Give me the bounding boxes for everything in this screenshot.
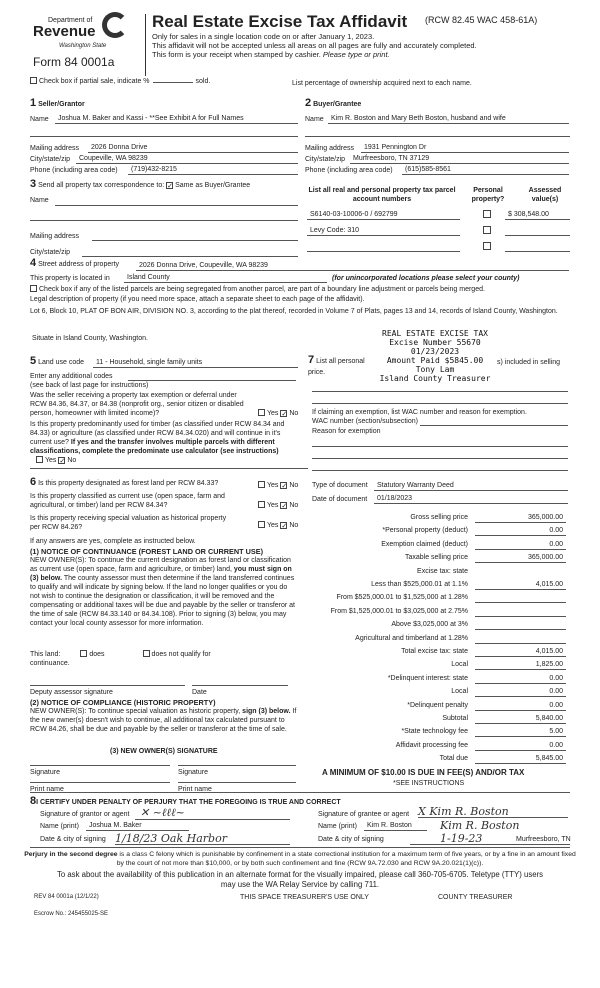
buyer-phone-field[interactable]: (615)585-8561	[402, 165, 569, 175]
partial-sale-row: Check box if partial sale, indicate % sold.	[30, 77, 210, 86]
personal-property-price: price.	[308, 369, 326, 376]
personal-property-checkbox[interactable]	[483, 210, 491, 218]
segregated-row: Check box if any of the listed parcels are being segregated from another parcel, are part of a boundary line adjustment or parcels being merged.	[30, 285, 485, 294]
buyer-heading: 2 Buyer/Grantee	[305, 97, 362, 109]
owner-signature-line-1[interactable]	[30, 765, 170, 766]
buyer-city-label: City/state/zip	[305, 156, 346, 163]
tax-row-label: Above $3,025,000 at 3%	[391, 621, 468, 629]
historical-question: Is this property receiving special valuation as historical property per RCW 84.26?	[30, 515, 227, 531]
header-line-1: Only for sales in a single location code on or after January 1, 2023.	[152, 32, 375, 41]
yes-checkbox[interactable]	[36, 456, 43, 463]
county-treasurer-label: COUNTY TREASURER	[438, 894, 513, 901]
correspondence-heading: 3 Send all property tax correspondence to: ✓ Same as Buyer/Grantee	[30, 178, 251, 190]
situate-text: Situate in Island County, Washington.	[32, 335, 148, 342]
wac-field[interactable]	[420, 425, 568, 426]
personal-property-label-end: s) included in selling	[497, 359, 561, 366]
tax-row-label: Gross selling price	[410, 514, 468, 521]
corr-name-label: Name	[30, 197, 49, 204]
no-checkbox[interactable]: ✓	[281, 503, 288, 510]
tax-row-label: *Delinquent penalty	[407, 701, 468, 709]
buyer-mailing-label: Mailing address	[305, 145, 355, 152]
personal-property-label: 7 List all personal	[308, 354, 365, 366]
see-instructions: *SEE INSTRUCTIONS	[393, 780, 465, 787]
grantor-name-field[interactable]: Joshua M. Baker	[86, 821, 189, 831]
buyer-mailing-field[interactable]: 1931 Pennington Dr	[361, 143, 569, 153]
seller-name-line-2	[30, 136, 298, 137]
notice-compliance-text: NEW OWNER(S): To continue special valuation as historic property, sign (3) below. If the new owner(s) doesn't wish to continue, all additional tax calculated pursuant to RCW 84.26, shall be due and payable by the seller or transferor at the time of sale.	[30, 708, 297, 733]
grantee-signature-label: Signature of grantee or agent	[318, 811, 410, 818]
tax-row-label: Less than $525,000.01 at 1.1%	[371, 581, 468, 588]
notice-continuance-title: (1) NOTICE OF CONTINUANCE (FOREST LAND OR CURRENT USE)	[30, 547, 264, 556]
partial-percent-field[interactable]	[153, 82, 193, 83]
dor-logo-icon	[102, 12, 128, 38]
exemption-question: Was the seller receiving a property tax exemption or deferral under RCW 84.36, 84.37, or 84.38 (nonprofit org., senior citizen or disabled person, homeowner with limited income)?	[30, 392, 244, 417]
wac-label: WAC number (section/subsection)	[312, 418, 418, 425]
grantor-date-label: Date & city of signing	[40, 836, 106, 843]
form-citation: (RCW 82.45 WAC 458-61A)	[425, 15, 538, 25]
tax-row-value[interactable]: 1,825.00	[475, 660, 566, 670]
grantee-name-field[interactable]: Kim R. Boston	[364, 821, 427, 831]
grantee-date-line	[410, 844, 570, 845]
personal-property-checkbox[interactable]	[483, 226, 491, 234]
tax-row-value[interactable]	[475, 634, 566, 644]
personal-property-line-1[interactable]	[312, 391, 568, 392]
personal-property-checkbox[interactable]	[483, 242, 491, 250]
timber-yes-no: Yes ✓ No	[36, 457, 76, 464]
ownership-note: List percentage of ownership acquired next to each name.	[292, 80, 472, 87]
tax-row-value[interactable]: 0.00	[475, 687, 566, 697]
continuance-label: continuance.	[30, 660, 70, 667]
this-land-row: This land: does does not qualify for	[30, 651, 211, 658]
no-checkbox[interactable]: ✓	[281, 411, 288, 418]
grantor-date-city[interactable]: 1/18/23 Oak Harbor	[115, 833, 290, 845]
header-divider	[145, 14, 146, 76]
corr-mailing-field[interactable]	[92, 240, 298, 241]
tax-row-value[interactable]: 4,015.00	[475, 647, 566, 657]
no-checkbox[interactable]: ✓	[281, 523, 288, 530]
personal-col-header: Personal property?	[471, 187, 505, 203]
reason-line-2[interactable]	[312, 458, 568, 459]
tax-row-label: Local	[451, 661, 468, 669]
buyer-name-label: Name	[305, 116, 324, 123]
grantee-date[interactable]: 1-19-23	[440, 832, 483, 845]
doc-date-label: Date of document	[312, 496, 368, 503]
tax-row-value[interactable]: 0.00	[475, 526, 566, 536]
signature-label-2: Signature	[178, 769, 208, 776]
legal-description-label: Legal description of property (if you need more space, attach a separate sheet to each page of the affidavit).	[30, 296, 365, 303]
stamp-line: REAL ESTATE EXCISE TAX	[382, 329, 488, 338]
parcel-number-field[interactable]: S6140-03-10006-0 / 692799	[307, 210, 460, 220]
print-name-label-2: Print name	[178, 786, 212, 793]
seller-mailing-label: Mailing address	[30, 145, 80, 152]
seller-name-label: Name	[30, 116, 49, 123]
section8-top-line	[30, 792, 570, 793]
doc-type-field[interactable]: Statutory Warranty Deed	[374, 481, 568, 491]
tax-row-value[interactable]	[475, 620, 566, 630]
tax-row-label: Excise tax: state	[417, 567, 468, 575]
grantee-city: Murfreesboro, TN	[516, 836, 571, 843]
tax-row-label: *Delinquent interest: state	[387, 674, 468, 682]
stamp-line: Excise Number 55670	[389, 338, 481, 347]
tax-row-value[interactable]	[475, 607, 566, 617]
tax-row-label: Exemption claimed (deduct)	[381, 540, 468, 548]
grantee-date-label: Date & city of signing	[318, 836, 384, 843]
does-checkbox[interactable]	[80, 650, 87, 657]
legal-description: Lot 6, Block 10, PLAT OF BON AIR, DIVISION NO. 3, according to the plat thereof, recorded in Volume 7 of Plats, pages 13 and 14, records of Island County, Washington.	[30, 308, 558, 315]
grantor-signature: ✕ ~ℓℓℓ~	[140, 806, 185, 819]
form-title: Real Estate Excise Tax Affidavit	[152, 12, 408, 31]
exemption-intro: If claiming an exemption, list WAC number and reason for exemption.	[312, 409, 527, 416]
grantor-signature-label: Signature of grantor or agent	[40, 811, 130, 818]
deputy-date-line[interactable]	[192, 685, 288, 686]
tax-row-label: Total due	[439, 755, 468, 763]
corr-mailing-label: Mailing address	[30, 233, 80, 240]
historical-yes-no: Yes ✓ No	[258, 521, 298, 530]
seller-city-field[interactable]: Coupeville, WA 98239	[76, 154, 298, 164]
tax-row-label: Total excise tax: state	[401, 648, 468, 655]
header-line-3: This form is your receipt when stamped by cashier. Please type or print.	[152, 50, 390, 59]
print-name-line-1[interactable]	[30, 782, 170, 783]
buyer-city-field[interactable]: Murfreesboro, TN 37129	[350, 154, 569, 164]
stamp-line: Tony Lam	[415, 365, 455, 374]
seller-heading: 1 Seller/Grantor	[30, 97, 85, 109]
seller-phone-field[interactable]: (719)432-8215	[128, 165, 298, 175]
tax-row-label: Affidavit processing fee	[395, 741, 468, 749]
tax-row-value[interactable]	[475, 593, 566, 603]
washington-state-label: Washington State	[59, 43, 107, 49]
seller-city-label: City/state/zip	[30, 156, 71, 163]
tax-row-label: From $1,525,000.01 to $3,025,000 at 2.75%	[330, 607, 468, 615]
forest-land-question: 6 Is this property designated as forest land per RCW 84.33?	[30, 476, 219, 488]
tax-row-value[interactable]: 365,000.00	[475, 513, 566, 523]
additional-codes-field[interactable]	[128, 380, 296, 381]
perjury-notice: Perjury in the second degree is a class C felony which is punishable by confinement in a state correctional institution for a maximum term of five years, or by a fine in an amount fixed by the court of not more than $10,000, or by both such confinement and fine (RCW 9A.72.030 and RCW 9A.20.021(1)(c)).	[24, 851, 576, 867]
tax-row-value[interactable]: 0.00	[475, 701, 566, 711]
print-name-label-1: Print name	[30, 786, 64, 793]
corr-city-label: City/state/zip	[30, 249, 71, 256]
tax-row-value[interactable]: 365,000.00	[475, 553, 566, 563]
alternate-format-notice: To ask about the availability of this publication in an alternate format for the visually impaired, please call 360-705-6705. Teletype (TTY) users may use the WA Relay Service by calling 711.	[56, 870, 544, 889]
reason-line-3[interactable]	[312, 470, 568, 471]
grantor-name-label: Name (print)	[40, 823, 79, 830]
reason-label: Reason for exemption	[312, 428, 381, 435]
header-line-2: This affidavit will not be accepted unless all areas on all pages are fully and accurately completed.	[152, 41, 477, 50]
grantor-signature-field[interactable]	[135, 819, 290, 820]
forest-yes-no: Yes ✓ No	[258, 481, 298, 490]
current-use-question: Is this property classified as current use (open space, farm and agricultural, or timber) land per RCW 84.34?	[30, 493, 225, 509]
minimum-due-note: A MINIMUM OF $10.00 IS DUE IN FEE(S) AND/OR TAX	[322, 768, 525, 777]
doc-type-label: Type of document	[312, 482, 368, 489]
stamp-line: Amount Paid $5845.00	[386, 356, 484, 365]
notice-compliance-title: (2) NOTICE OF COMPLIANCE (HISTORIC PROPERTY)	[30, 698, 216, 707]
new-owner-signature-title: (3) NEW OWNER(S) SIGNATURE	[110, 748, 218, 755]
seller-name-field[interactable]: Joshua M. Baker and Kassi - **See Exhibit A for Full Names	[55, 114, 298, 124]
tax-row-value[interactable]: 0.00	[475, 741, 566, 751]
stamp-line: 01/23/2023	[410, 347, 460, 356]
partial-sale-checkbox[interactable]	[30, 77, 37, 84]
tax-row-label: Local	[451, 688, 468, 696]
buyer-phone-label: Phone (including area code)	[305, 167, 393, 174]
tax-row-label: Subtotal	[442, 715, 468, 722]
deputy-date-label: Date	[192, 689, 207, 696]
buyer-name-field[interactable]: Kim R. Boston and Mary Beth Boston, husband and wife	[328, 114, 569, 124]
personal-property-line-2[interactable]	[312, 403, 568, 404]
corr-name-line-2	[30, 220, 298, 221]
segregated-checkbox[interactable]	[30, 285, 37, 292]
yes-checkbox[interactable]	[258, 501, 265, 508]
certify-heading: 8I CERTIFY UNDER PENALTY OF PERJURY THAT THE FOREGOING IS TRUE AND CORRECT	[30, 795, 341, 807]
tax-row-value[interactable]: 0.00	[475, 674, 566, 684]
assessed-value-field[interactable]	[505, 226, 570, 236]
buyer-name-line-2	[305, 136, 570, 137]
no-checkbox[interactable]: ✓	[281, 483, 288, 490]
tax-row-label: *Personal property (deduct)	[382, 527, 468, 535]
yes-checkbox[interactable]	[258, 481, 265, 488]
escrow-number: Escrow No.: 245455025-SE	[34, 911, 109, 917]
revenue-logo-text: Revenue	[33, 23, 96, 40]
tax-row-value[interactable]: 5,845.00	[475, 754, 566, 764]
deputy-signature-label: Deputy assessor signature	[30, 689, 113, 696]
print-name-line-2[interactable]	[178, 782, 296, 783]
if-yes-note: If any answers are yes, complete as instructed below.	[30, 538, 196, 545]
reason-line-1[interactable]	[312, 446, 568, 447]
parcel-number-field[interactable]: Levy Code: 310	[307, 226, 460, 236]
exemption-yes-no: Yes ✓ No	[258, 409, 298, 418]
timber-question: Is this property predominantly used for timber (as classified under RCW 84.34 and 84.33) or agriculture (as classified under RCW 84.34.020) and will continue in it's current use? If yes and the transfer involves multiple parcels with different classifications, complete the predominate use calculator (see instructions)Yes ✓ No	[30, 421, 285, 465]
county-note: (for unincorporated locations please select your county)	[332, 275, 520, 282]
grantee-name-handwritten: Kim R. Boston	[440, 819, 520, 832]
yes-checkbox[interactable]	[258, 409, 265, 416]
tax-row-label: Agricultural and timberland at 1.28%	[355, 634, 468, 642]
section8-bottom-line	[30, 847, 570, 848]
additional-codes-label: Enter any additional codes	[30, 373, 113, 380]
assessed-col-header: Assessed value(s)	[528, 187, 562, 203]
street-address-label: 4 Street address of property	[30, 257, 120, 269]
notice-continuance-text: NEW OWNER(S): To continue the current designation as forest land or classification as current use (open space, farm and agriculture, or timber) land, you must sign on (3) below. The county assessor must then determine if the land transferred continues to qualify and will indicate by signing below. If the land no longer qualifies or you do not wish to continue the designation or classification, it will be removed and the compensating or additional taxes will be due and payable by the seller or transferor at the time of sale (RCW 84.33.140 or 84.34.108). Prior to signing (3) below, you may contact your local county assessor for more information.	[30, 557, 295, 627]
yes-checkbox[interactable]	[258, 521, 265, 528]
grantee-signature[interactable]: X Kim R. Boston	[418, 806, 568, 818]
tax-row-label: From $525,000.01 to $1,525,000 at 1.28%	[336, 594, 468, 602]
owner-signature-line-2[interactable]	[178, 765, 296, 766]
located-in-label: This property is located in	[30, 275, 110, 282]
does-not-checkbox[interactable]	[143, 650, 150, 657]
grantee-name-label: Name (print)	[318, 823, 357, 830]
treasurer-stamp	[370, 329, 500, 383]
land-use-label: 5 Land use code	[30, 355, 85, 367]
land-use-field[interactable]: 11 - Household, single family units	[93, 358, 298, 368]
signature-label-1: Signature	[30, 769, 60, 776]
parcel-col-header: List all real and personal property tax parcel account numbers	[308, 187, 456, 203]
assessed-value-field[interactable]	[505, 242, 570, 252]
tax-row-label: *State technology fee	[401, 728, 468, 736]
no-checkbox[interactable]: ✓	[59, 458, 66, 465]
current-use-yes-no: Yes ✓ No	[258, 501, 298, 510]
deputy-signature-line[interactable]	[30, 685, 185, 686]
assessed-value-field[interactable]: $ 308,548.00	[505, 210, 570, 220]
corr-city-field[interactable]	[82, 256, 298, 257]
same-as-buyer-checkbox[interactable]: ✓	[167, 183, 173, 190]
tax-row-label: Taxable selling price	[404, 554, 468, 562]
seller-phone-label: Phone (including area code)	[30, 167, 118, 174]
treasurer-space-label: THIS SPACE TREASURER'S USE ONLY	[240, 894, 369, 901]
additional-codes-note: (see back of last page for instructions)	[30, 382, 149, 389]
tax-row-value[interactable]: 4,015.00	[475, 580, 566, 590]
tax-row-value[interactable]: 5.00	[475, 727, 566, 737]
seller-mailing-field[interactable]: 2026 Donna Drive	[88, 143, 298, 153]
tax-row-value[interactable]: 0.00	[475, 540, 566, 550]
doc-date-field[interactable]: 01/18/2023	[374, 494, 568, 504]
stamp-line: Island County Treasurer	[379, 374, 491, 383]
county-field[interactable]: Island County	[124, 273, 327, 283]
tax-row-value[interactable]: 5,840.00	[475, 714, 566, 724]
revision-label: REV 84 0001a (12/1/22)	[34, 894, 99, 900]
form-number: Form 84 0001a	[33, 55, 115, 69]
street-address-field[interactable]: 2026 Donna Drive, Coupeville, WA 98239	[136, 261, 569, 271]
corr-name-field[interactable]	[55, 205, 298, 206]
section5-bottom-line	[30, 468, 308, 469]
dept-of-label: Department of	[48, 17, 93, 24]
parcel-number-field[interactable]	[307, 242, 460, 252]
